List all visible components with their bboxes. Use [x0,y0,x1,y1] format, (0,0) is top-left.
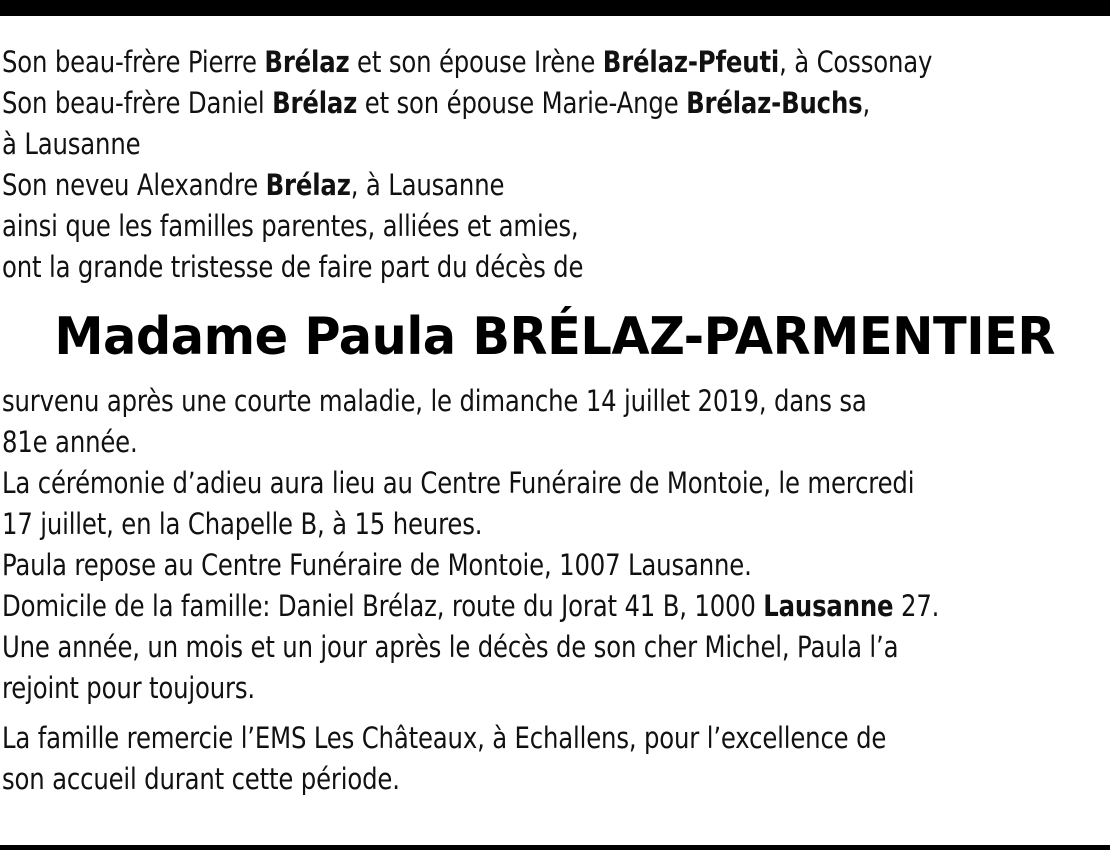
body-line-2: 81e année. [2,425,138,459]
deceased-name: Madame Paula BRÉLAZ-PARMENTIER [54,307,1056,367]
intro-line-2: Son beau-frère Daniel Brélaz et son épouse Marie-Ange Brélaz-Buchs, [2,86,871,120]
surname-bold: Brélaz [264,45,350,79]
surname-bold: Brélaz-Pfeuti [602,45,780,79]
body-line-7: Une année, un mois et un jour après le décès de son cher Michel, Paula l’a [2,630,899,664]
intro-line-3: à Lausanne [2,127,141,161]
intro-line-1: Son beau-frère Pierre Brélaz et son épouse Irène Brélaz-Pfeuti, à Cossonay [2,45,933,79]
obituary-notice [2,42,1108,800]
thanks-line-2: son accueil durant cette période. [2,762,400,796]
intro-line-4: Son neveu Alexandre Brélaz, à Lausanne [2,168,505,202]
surname-bold: Brélaz-Buchs [686,86,863,120]
body-line-8: rejoint pour toujours. [2,671,255,705]
body-line-6: Domicile de la famille: Daniel Brélaz, route du Jorat 41 B, 1000 Lausanne 27. [2,589,940,623]
top-rule [0,0,1110,16]
body-line-1: survenu après une courte maladie, le dimanche 14 juillet 2019, dans sa [2,384,867,418]
thanks-line-1: La famille remercie l’EMS Les Châteaux, à Echallens, pour l’excellence de [2,721,887,755]
body-line-5: Paula repose au Centre Funéraire de Montoie, 1007 Lausanne. [2,548,752,582]
deceased-name-heading [2,303,1108,371]
city-bold: Lausanne [763,589,894,623]
body-line-4: 17 juillet, en la Chapelle B, à 15 heures. [2,507,483,541]
surname-bold: Brélaz [272,86,358,120]
surname-bold: Brélaz [265,168,351,202]
body-line-3: La cérémonie d’adieu aura lieu au Centre Funéraire de Montoie, le mercredi [2,466,915,500]
intro-line-5: ainsi que les familles parentes, alliées et amies, [2,209,579,243]
bottom-rule [0,845,1110,850]
intro-line-6: ont la grande tristesse de faire part du décès de [2,250,584,284]
